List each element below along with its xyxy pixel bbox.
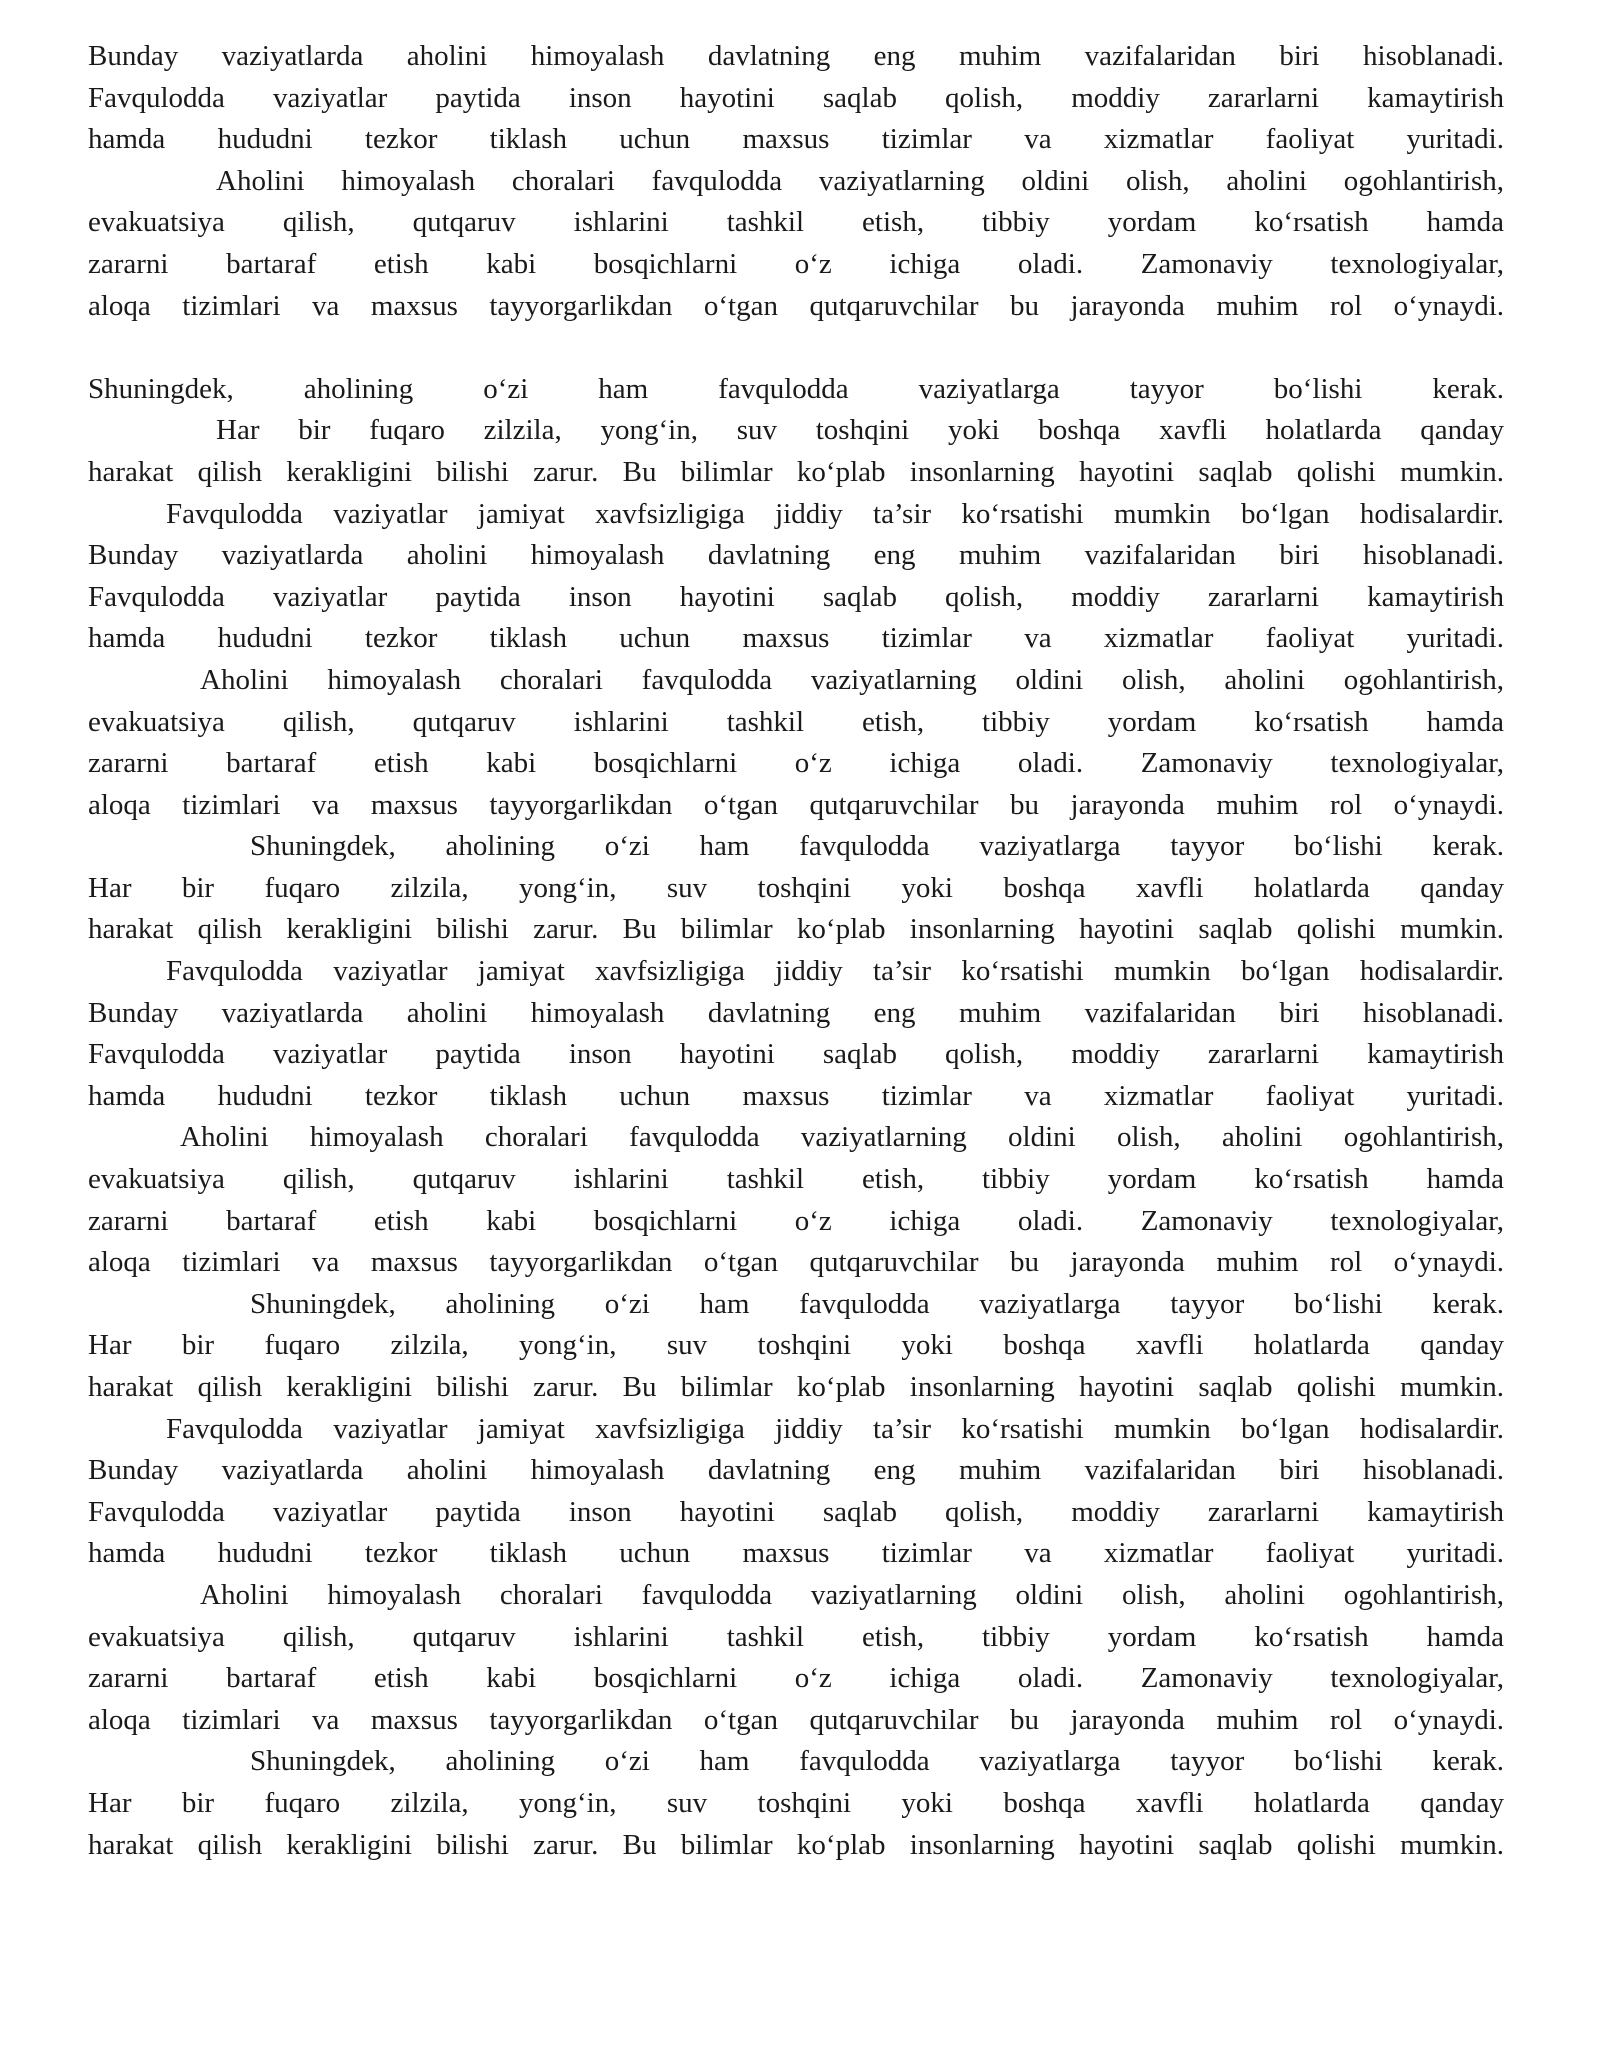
text-line: Favqulodda vaziyatlar paytida inson hayotini saqlab qolish, moddiy zararlarni kamaytirish (88, 1495, 1504, 1528)
text-line: aloqa tizimlari va maxsus tayyorgarlikdan o‘tgan qutqaruvchilar bu jarayonda muhim rol o‘ynaydi. (88, 1703, 1504, 1736)
text-line: Bunday vaziyatlarda aholini himoyalash davlatning eng muhim vazifalaridan biri hisoblanadi. (88, 996, 1504, 1029)
text-line: Har bir fuqaro zilzila, yong‘in, suv toshqini yoki boshqa xavfli holatlarda qanday (88, 1786, 1504, 1819)
text-line: Favqulodda vaziyatlar jamiyat xavfsizligiga jiddiy ta’sir ko‘rsatishi mumkin bo‘lgan hodisalardir. (166, 497, 1504, 530)
text-line: Favqulodda vaziyatlar paytida inson hayotini saqlab qolish, moddiy zararlarni kamaytirish (88, 1038, 1504, 1071)
text-line: harakat qilish kerakligini bilishi zarur. Bu bilimlar ko‘plab insonlarning hayotini saqlab qolishi mumkin. (88, 455, 1504, 488)
text-line: Aholini himoyalash choralari favqulodda vaziyatlarning oldini olish, aholini ogohlantirish, (216, 164, 1504, 197)
text-line: Bunday vaziyatlarda aholini himoyalash davlatning eng muhim vazifalaridan biri hisoblanadi. (88, 539, 1504, 572)
text-line: Har bir fuqaro zilzila, yong‘in, suv toshqini yoki boshqa xavfli holatlarda qanday (216, 414, 1504, 447)
text-line: Har bir fuqaro zilzila, yong‘in, suv toshqini yoki boshqa xavfli holatlarda qanday (88, 871, 1504, 904)
text-line: hamda hududni tezkor tiklash uchun maxsus tizimlar va xizmatlar faoliyat yuritadi. (88, 1079, 1504, 1112)
text-line: hamda hududni tezkor tiklash uchun maxsus tizimlar va xizmatlar faoliyat yuritadi. (88, 622, 1504, 655)
text-line: zararni bartaraf etish kabi bosqichlarni o‘z ichiga oladi. Zamonaviy texnologiyalar, (88, 1662, 1504, 1695)
text-line: harakat qilish kerakligini bilishi zarur. Bu bilimlar ko‘plab insonlarning hayotini saqlab qolishi mumkin. (88, 1371, 1504, 1403)
text-line: Favqulodda vaziyatlar jamiyat xavfsizligiga jiddiy ta’sir ko‘rsatishi mumkin bo‘lgan hodisalardir. (166, 955, 1504, 988)
text-line: Aholini himoyalash choralari favqulodda vaziyatlarning oldini olish, aholini ogohlantirish, (200, 663, 1504, 696)
text-line: evakuatsiya qilish, qutqaruv ishlarini tashkil etish, tibbiy yordam ko‘rsatish hamda (88, 206, 1504, 239)
text-line: evakuatsiya qilish, qutqaruv ishlarini tashkil etish, tibbiy yordam ko‘rsatish hamda (88, 1620, 1504, 1653)
text-line: zararni bartaraf etish kabi bosqichlarni o‘z ichiga oladi. Zamonaviy texnologiyalar, (88, 247, 1504, 280)
text-line: Aholini himoyalash choralari favqulodda vaziyatlarning oldini olish, aholini ogohlantirish, (200, 1578, 1504, 1611)
text-line: Shuningdek, aholining o‘zi ham favqulodda vaziyatlarga tayyor bo‘lishi kerak. (250, 1287, 1504, 1320)
text-line: Shuningdek, aholining o‘zi ham favqulodda vaziyatlarga tayyor bo‘lishi kerak. (250, 1745, 1504, 1778)
document-body (88, 36, 1504, 1866)
text-line: harakat qilish kerakligini bilishi zarur. Bu bilimlar ko‘plab insonlarning hayotini saqlab qolishi mumkin. (88, 913, 1504, 946)
text-line: zararni bartaraf etish kabi bosqichlarni o‘z ichiga oladi. Zamonaviy texnologiyalar, (88, 747, 1504, 780)
blank-line (88, 327, 1504, 369)
text-line: Favqulodda vaziyatlar paytida inson hayotini saqlab qolish, moddiy zararlarni kamaytirish (88, 580, 1504, 613)
text-line: Aholini himoyalash choralari favqulodda vaziyatlarning oldini olish, aholini ogohlantirish, (180, 1121, 1504, 1154)
text-line: hamda hududni tezkor tiklash uchun maxsus tizimlar va xizmatlar faoliyat yuritadi. (88, 123, 1504, 156)
text-line: aloqa tizimlari va maxsus tayyorgarlikdan o‘tgan qutqaruvchilar bu jarayonda muhim rol o‘ynaydi. (88, 1246, 1504, 1279)
text-line: aloqa tizimlari va maxsus tayyorgarlikdan o‘tgan qutqaruvchilar bu jarayonda muhim rol o‘ynaydi. (88, 788, 1504, 821)
text-line: hamda hududni tezkor tiklash uchun maxsus tizimlar va xizmatlar faoliyat yuritadi. (88, 1537, 1504, 1570)
text-line: Har bir fuqaro zilzila, yong‘in, suv toshqini yoki boshqa xavfli holatlarda qanday (88, 1329, 1504, 1362)
text-line: Favqulodda vaziyatlar paytida inson hayotini saqlab qolish, moddiy zararlarni kamaytirish (88, 81, 1504, 114)
text-line: evakuatsiya qilish, qutqaruv ishlarini tashkil etish, tibbiy yordam ko‘rsatish hamda (88, 1163, 1504, 1196)
text-line: harakat qilish kerakligini bilishi zarur. Bu bilimlar ko‘plab insonlarning hayotini saqlab qolishi mumkin. (88, 1828, 1504, 1861)
text-line: aloqa tizimlari va maxsus tayyorgarlikdan o‘tgan qutqaruvchilar bu jarayonda muhim rol o‘ynaydi. (88, 289, 1504, 322)
text-line: Bunday vaziyatlarda aholini himoyalash davlatning eng muhim vazifalaridan biri hisoblanadi. (88, 1454, 1504, 1487)
text-line: zararni bartaraf etish kabi bosqichlarni o‘z ichiga oladi. Zamonaviy texnologiyalar, (88, 1204, 1504, 1237)
text-line: Shuningdek, aholining o‘zi ham favqulodda vaziyatlarga tayyor bo‘lishi kerak. (250, 830, 1504, 863)
text-line: Shuningdek, aholining o‘zi ham favqulodda vaziyatlarga tayyor bo‘lishi kerak. (88, 372, 1504, 405)
text-line: Favqulodda vaziyatlar jamiyat xavfsizligiga jiddiy ta’sir ko‘rsatishi mumkin bo‘lgan hodisalardir. (166, 1412, 1504, 1445)
text-line: Bunday vaziyatlarda aholini himoyalash davlatning eng muhim vazifalaridan biri hisoblanadi. (88, 40, 1504, 72)
text-line: evakuatsiya qilish, qutqaruv ishlarini tashkil etish, tibbiy yordam ko‘rsatish hamda (88, 705, 1504, 738)
